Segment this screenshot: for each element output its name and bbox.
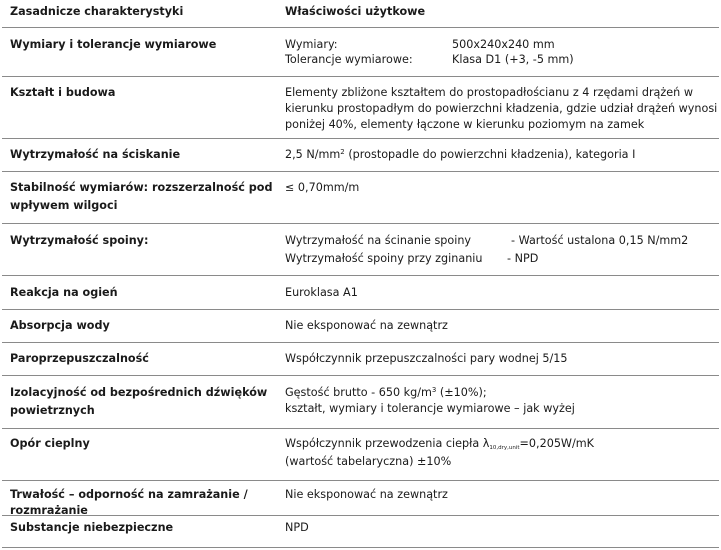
thermal-conductivity-value [285, 436, 594, 451]
row-label-thermal-resistance: Opór cieplny [10, 437, 90, 450]
flexural-strength-label: Wytrzymałość spoiny przy zginaniu [285, 252, 483, 265]
shape-line-3: poniżej 40%, elementy łączone w kierunku poziomym na zamek [285, 118, 645, 131]
row-divider [2, 309, 719, 310]
flexural-strength-value: - NPD [507, 252, 539, 265]
row-value-freeze-thaw: Nie eksponować na zewnątrz [285, 488, 448, 501]
row-label-hazardous-substances: Substancje niebezpieczne [10, 521, 174, 534]
row-divider [2, 515, 719, 516]
row-value-joint-strength [285, 233, 715, 267]
row-value-dimensional-stability: ≤ 0,70mm/m [285, 181, 360, 194]
row-label-fire-reaction: Reakcja na ogień [10, 286, 118, 299]
header-characteristics: Zasadnicze charakterystyki [10, 5, 184, 18]
row-divider [2, 275, 719, 276]
sound-note: kształt, wymiary i tolerancje wymiarowe – jak wyżej [285, 402, 575, 415]
row-value-compressive-strength [285, 147, 635, 162]
compressive-value: 2,5 N/mm [285, 148, 341, 161]
freeze-label-line-1: Trwałość – odporność na zamrażanie / [10, 488, 248, 501]
row-label-shape: Kształt i budowa [10, 86, 116, 99]
thermal-note: (wartość tabelaryczna) ±10% [285, 455, 452, 468]
sound-label-line-1: Izolacyjność od bezpośrednich dźwięków [10, 386, 268, 399]
sound-label-line-2: powietrznych [10, 404, 95, 417]
thermal-number: =0,205W/mK [519, 437, 594, 450]
row-value-fire-reaction: Euroklasa A1 [285, 286, 358, 299]
row-label-dimensions: Wymiary i tolerancje wymiarowe [10, 38, 217, 51]
row-divider [2, 428, 719, 429]
tolerance-value: Klasa D1 (+3, -5 mm) [452, 53, 574, 66]
header-performance: Właściwości użytkowe [285, 5, 426, 18]
freeze-label-line-2: rozmrażanie [10, 504, 88, 517]
row-divider [2, 342, 719, 343]
density-unit-exponent: 3 [431, 386, 437, 394]
shear-strength-label: Wytrzymałość na ścinanie spoiny [285, 234, 472, 247]
row-value-dimensions [285, 37, 705, 69]
row-value-sound-insulation [285, 385, 715, 417]
shear-strength-value: - Wartość ustalona 0,15 N/mm2 [511, 234, 689, 247]
row-divider [2, 375, 719, 376]
row-value-water-absorption: Nie eksponować na zewnątrz [285, 319, 448, 332]
thermal-text: Współczynnik przewodzenia ciepła λ [285, 437, 490, 450]
row-divider [2, 171, 719, 172]
row-label-water-absorption: Absorpcja wody [10, 319, 110, 332]
dimensions-label: Wymiary: [285, 38, 338, 51]
row-value-shape [285, 85, 718, 133]
stability-label-line-2: wpływem wilgoci [10, 199, 118, 212]
row-divider [2, 27, 719, 28]
row-divider [2, 138, 719, 139]
table-bottom-border [2, 547, 719, 548]
density-value [285, 385, 487, 400]
density-tolerance: (±10%); [436, 386, 487, 399]
row-divider [2, 223, 719, 224]
row-value-hazardous-substances: NPD [285, 521, 309, 534]
tolerance-label: Tolerancje wymiarowe: [285, 53, 413, 66]
row-label-vapour-permeability: Paroprzepuszczalność [10, 352, 149, 365]
density-text: Gęstość brutto - 650 kg/m [285, 386, 432, 399]
compressive-value-detail: (prostopadle do powierzchni kładzenia), kategoria I [344, 148, 636, 161]
shape-line-1: Elementy zbliżone kształtem do prostopadłościanu z 4 rzędami drążeń w [285, 86, 693, 99]
row-divider [2, 76, 719, 77]
row-value-vapour-permeability: Współczynnik przepuszczalności pary wodnej 5/15 [285, 352, 568, 365]
compressive-unit-exponent: 2 [340, 148, 345, 156]
lambda-subscript: 10,dry,unit [489, 445, 520, 451]
stability-label-line-1: Stabilność wymiarów: rozszerzalność pod [10, 181, 273, 194]
row-label-joint-strength: Wytrzymałość spoiny: [10, 234, 149, 247]
row-label-compressive-strength: Wytrzymałość na ściskanie [10, 148, 181, 161]
shape-line-2: kierunku prostopadłym do powierzchni kładzenia, gdzie udział drążeń wynosi [285, 102, 718, 115]
dimensions-value: 500x240x240 mm [452, 38, 555, 51]
row-value-thermal-resistance [285, 436, 715, 470]
row-divider [2, 480, 719, 481]
